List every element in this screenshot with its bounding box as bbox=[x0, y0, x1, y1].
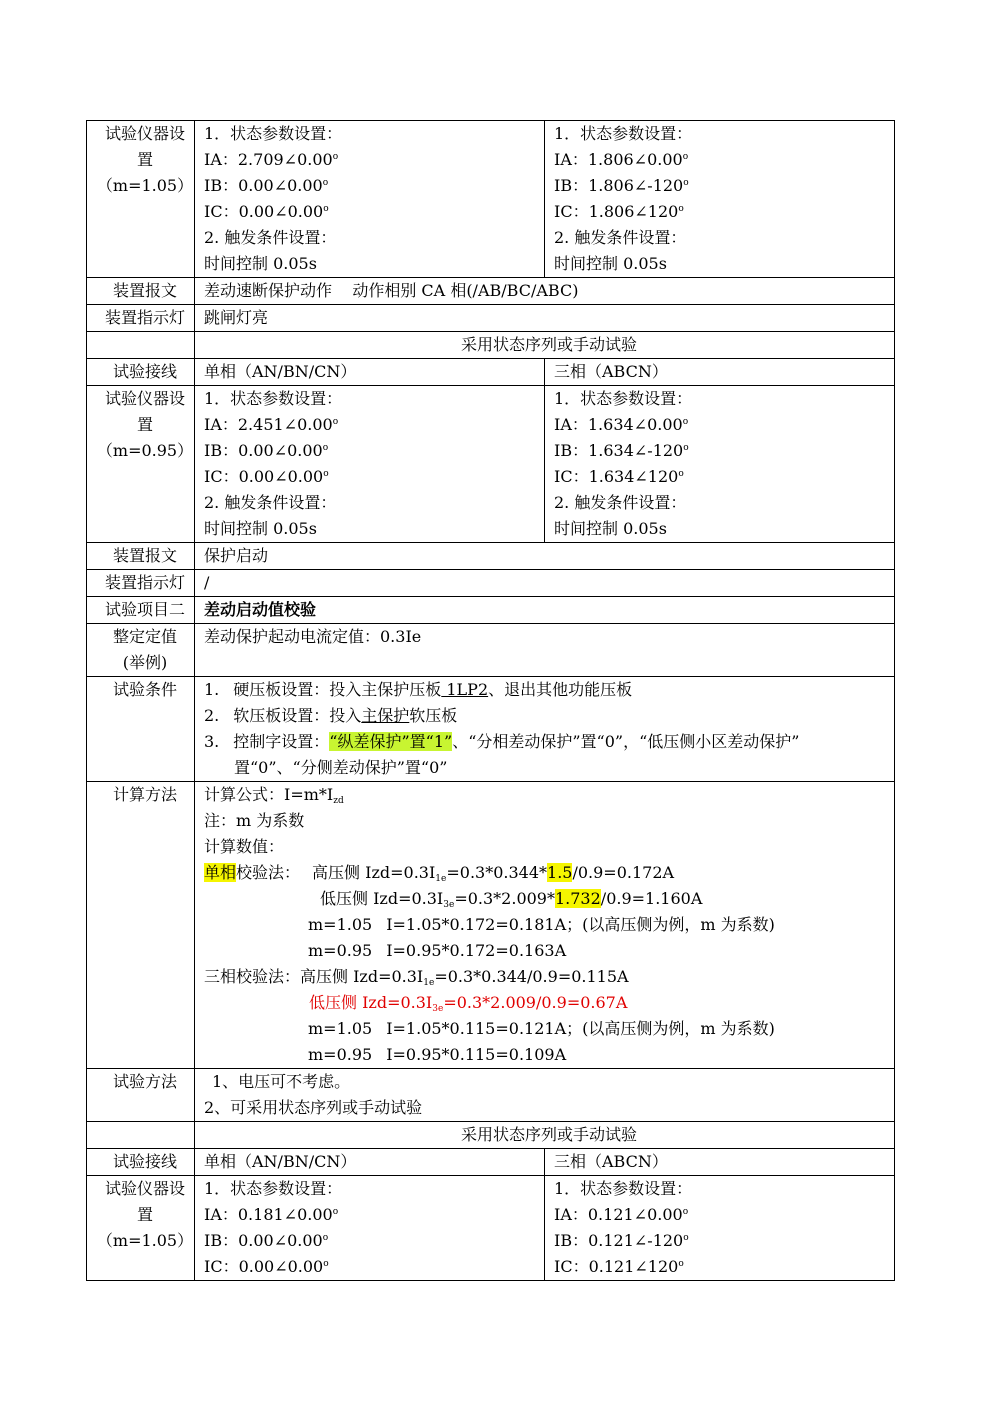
test-wiring-row-1 bbox=[87, 359, 895, 386]
instrument-settings-row-2 bbox=[87, 386, 895, 543]
test-conditions-row bbox=[87, 677, 895, 782]
device-report-row-2 bbox=[87, 543, 895, 570]
indicator-light-value: / bbox=[195, 570, 895, 597]
row-label: 试验仪器设 置 （m=1.05） bbox=[87, 1176, 195, 1281]
setting-value-row bbox=[87, 624, 895, 677]
wiring-single: 单相（AN/BN/CN） bbox=[195, 359, 545, 386]
three-phase-settings: 1．状态参数设置： IA：1.806∠0.00$^o$ IB：1.806∠-120$^o$ IC：1.806∠120$^o$ 2. 触发条件设置： 时间控制 0.05s bbox=[545, 121, 895, 278]
row-label: 试验方法 bbox=[87, 1069, 195, 1122]
test-item-title: 差动启动值校验 bbox=[195, 597, 895, 624]
indicator-light-row-2 bbox=[87, 570, 895, 597]
condition-1: 1. 硬压板设置：投入主保护压板 1LP2、退出其他功能压板 bbox=[204, 680, 633, 699]
method-header: 采用状态序列或手动试验 bbox=[195, 332, 895, 359]
row-label: 试验仪器设 置 （m=1.05） bbox=[87, 121, 195, 278]
method-header-row-1 bbox=[87, 332, 895, 359]
test-wiring-row-2 bbox=[87, 1149, 895, 1176]
row-label: 装置报文 bbox=[87, 278, 195, 305]
device-report-value: 保护启动 bbox=[195, 543, 895, 570]
device-report-value: 差动速断保护动作 动作相别 CA 相(/AB/BC/ABC) bbox=[195, 278, 895, 305]
test-method-row bbox=[87, 1069, 895, 1122]
method-header: 采用状态序列或手动试验 bbox=[195, 1122, 895, 1149]
row-label: 试验接线 bbox=[87, 1149, 195, 1176]
single-phase-settings: 1．状态参数设置： IA：2.709∠0.00$^o$ IB：0.00∠0.00$^o$ IC：0.00∠0.00$^o$ 2. 触发条件设置： 时间控制 0.05s bbox=[195, 121, 545, 278]
wiring-three: 三相（ABCN） bbox=[545, 1149, 895, 1176]
wiring-single: 单相（AN/BN/CN） bbox=[195, 1149, 545, 1176]
wiring-three: 三相（ABCN） bbox=[545, 359, 895, 386]
calculation-row bbox=[87, 782, 895, 1069]
condition-3: 3. 控制字设置：“纵差保护”置“1”、“分相差动保护”置“0”，“低压侧小区差动保护” bbox=[204, 732, 800, 751]
test-conditions: 1. 硬压板设置：投入主保护压板 1LP2、退出其他功能压板 2. 软压板设置：投入主保护软压板 3. 控制字设置：“纵差保护”置“1”、“分相差动保护”置“0”，“低压侧小区差动保护” 置“0”、“分侧差动保护”置“0” bbox=[195, 677, 895, 782]
three-phase-settings: 1．状态参数设置： IA：0.121∠0.00$^o$ IB：0.121∠-120$^o$ IC：0.121∠120$^o$ bbox=[545, 1176, 895, 1281]
condition-2: 2. 软压板设置：投入主保护软压板 bbox=[204, 706, 458, 725]
row-label: 装置报文 bbox=[87, 543, 195, 570]
row-label: 试验仪器设 置 （m=0.95） bbox=[87, 386, 195, 543]
row-label: 计算方法 bbox=[87, 782, 195, 1069]
calculation-method: 计算公式：$I=m*I_{zd}$ 注：m 为系数 计算数值： 单相校验法： 高压侧 $Izd=0.3I_{1e}=0.3*0.344*1.5/0.9=0.172A$ 低压侧 $Izd=0.3I_{3e}=0.3*2.009*1.732/0.9=1.160A$ m=1.05 I=1.05*0.172=0.181A；(以高压侧为例，m 为系数) m=0.95 I=0.95*0.172=0.163A 三相校验法：高压侧 $Izd=0.3I_{1e}=0.3*0.344/0.9=0.115A$ 低压侧 $Izd=0.3I_{3e}=0.3*2.009/0.9=0.67A$ m=1.05 I=1.05*0.115=0.121A；(以高压侧为例，m 为系数) m=0.95 I=0.95*0.115=0.109A bbox=[195, 782, 895, 1069]
instrument-settings-row-3 bbox=[87, 1176, 895, 1281]
row-label: 试验接线 bbox=[87, 359, 195, 386]
row-label: 试验条件 bbox=[87, 677, 195, 782]
instrument-settings-row-1 bbox=[87, 121, 895, 278]
indicator-light-row-1 bbox=[87, 305, 895, 332]
row-label: 整定定值 (举例) bbox=[87, 624, 195, 677]
test-procedure-table bbox=[86, 120, 895, 1281]
test-method: 1、电压可不考虑。 2、可采用状态序列或手动试验 bbox=[195, 1069, 895, 1122]
single-phase-settings: 1．状态参数设置： IA：0.181∠0.00$^o$ IB：0.00∠0.00$^o$ IC：0.00∠0.00$^o$ bbox=[195, 1176, 545, 1281]
row-label: 装置指示灯 bbox=[87, 570, 195, 597]
test-item-row bbox=[87, 597, 895, 624]
setting-value: 差动保护起动电流定值：0.3Ie bbox=[195, 624, 895, 677]
single-phase-settings: 1．状态参数设置： IA：2.451∠0.00$^o$ IB：0.00∠0.00$^o$ IC：0.00∠0.00$^o$ 2. 触发条件设置： 时间控制 0.05s bbox=[195, 386, 545, 543]
row-label: 装置指示灯 bbox=[87, 305, 195, 332]
indicator-light-value: 跳闸灯亮 bbox=[195, 305, 895, 332]
row-label: 试验项目二 bbox=[87, 597, 195, 624]
device-report-row-1 bbox=[87, 278, 895, 305]
method-header-row-2 bbox=[87, 1122, 895, 1149]
three-phase-settings: 1．状态参数设置： IA：1.634∠0.00$^o$ IB：1.634∠-120$^o$ IC：1.634∠120$^o$ 2. 触发条件设置： 时间控制 0.05s bbox=[545, 386, 895, 543]
